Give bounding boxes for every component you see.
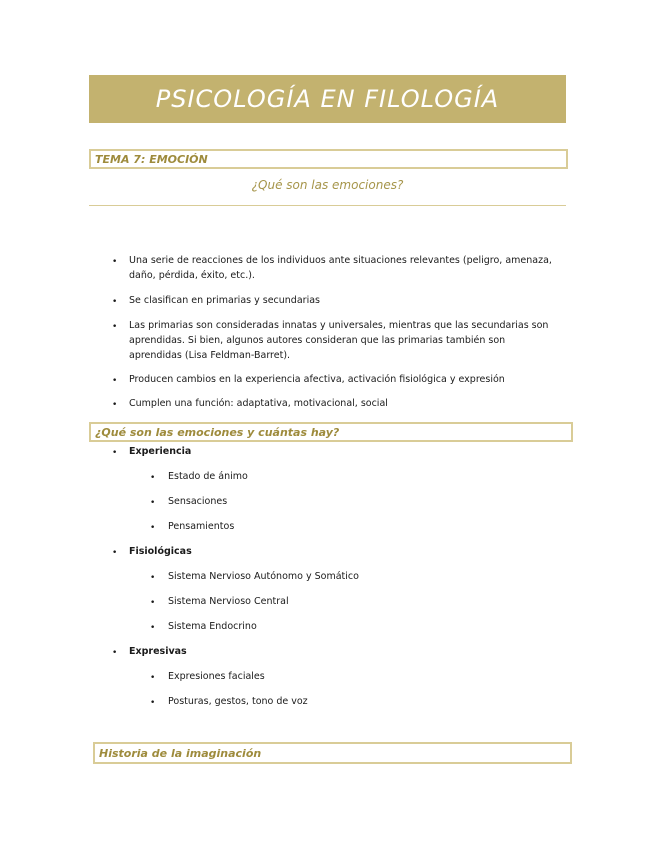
page-title-banner xyxy=(89,75,566,123)
section-header-tema-text: TEMA 7: EMOCIÓN xyxy=(95,152,208,166)
section-header-history xyxy=(93,742,572,764)
bullet-icon: • xyxy=(112,448,118,458)
list-item: Estado de ánimo xyxy=(168,471,248,482)
list-item: Las primarias son consideradas innatas y universales, mientras que las secundarias son aprendidas. Si bien, algunos autores consideran que las primarias también son aprendidas (Lisa Feldman-Barret). xyxy=(129,320,549,361)
bullet-icon: • xyxy=(150,673,156,683)
list-item: Producen cambios en la experiencia afectiva, activación fisiológica y expresión xyxy=(129,374,505,385)
section-header-history-text: Historia de la imaginación xyxy=(99,746,262,760)
list-item: Sistema Endocrino xyxy=(168,621,257,632)
list-item: Sistema Nervioso Autónomo y Somático xyxy=(168,571,359,582)
bullet-icon: • xyxy=(150,573,156,583)
bullet-icon: • xyxy=(150,523,156,533)
category-label: Fisiológicas xyxy=(129,546,192,557)
bullet-icon: • xyxy=(150,498,156,508)
bullet-icon: • xyxy=(150,623,156,633)
bullet-icon: • xyxy=(112,376,118,386)
bullet-icon: • xyxy=(150,598,156,608)
section-header-emotions-text: ¿Qué son las emociones y cuántas hay? xyxy=(95,425,340,439)
list-item: Sensaciones xyxy=(168,496,228,507)
list-item: Cumplen una función: adaptativa, motivacional, social xyxy=(129,398,388,409)
bullet-icon: • xyxy=(112,297,118,307)
divider xyxy=(89,205,566,206)
list-item: Se clasifican en primarias y secundarias xyxy=(129,295,320,306)
bullet-icon: • xyxy=(112,400,118,410)
bullet-icon: • xyxy=(112,322,118,332)
list-item: Sistema Nervioso Central xyxy=(168,596,289,607)
bullet-icon: • xyxy=(112,548,118,558)
subtitle: ¿Qué son las emociones? xyxy=(251,178,404,192)
category-label: Expresivas xyxy=(129,646,187,657)
page-title: PSICOLOGÍA EN FILOLOGÍA xyxy=(155,85,500,113)
list-item: Expresiones faciales xyxy=(168,671,265,682)
bullet-icon: • xyxy=(150,473,156,483)
bullet-icon: • xyxy=(150,698,156,708)
list-item: Posturas, gestos, tono de voz xyxy=(168,696,308,707)
list-item: Pensamientos xyxy=(168,521,235,532)
section-header-emotions xyxy=(89,422,573,442)
section-header-tema xyxy=(89,149,568,169)
category-label: Experiencia xyxy=(129,446,192,457)
bullet-icon: • xyxy=(112,648,118,658)
bullet-icon: • xyxy=(112,257,118,267)
list-item: Una serie de reacciones de los individuos ante situaciones relevantes (peligro, amenaza, daño, pérdida, éxito, etc.). xyxy=(129,255,552,281)
